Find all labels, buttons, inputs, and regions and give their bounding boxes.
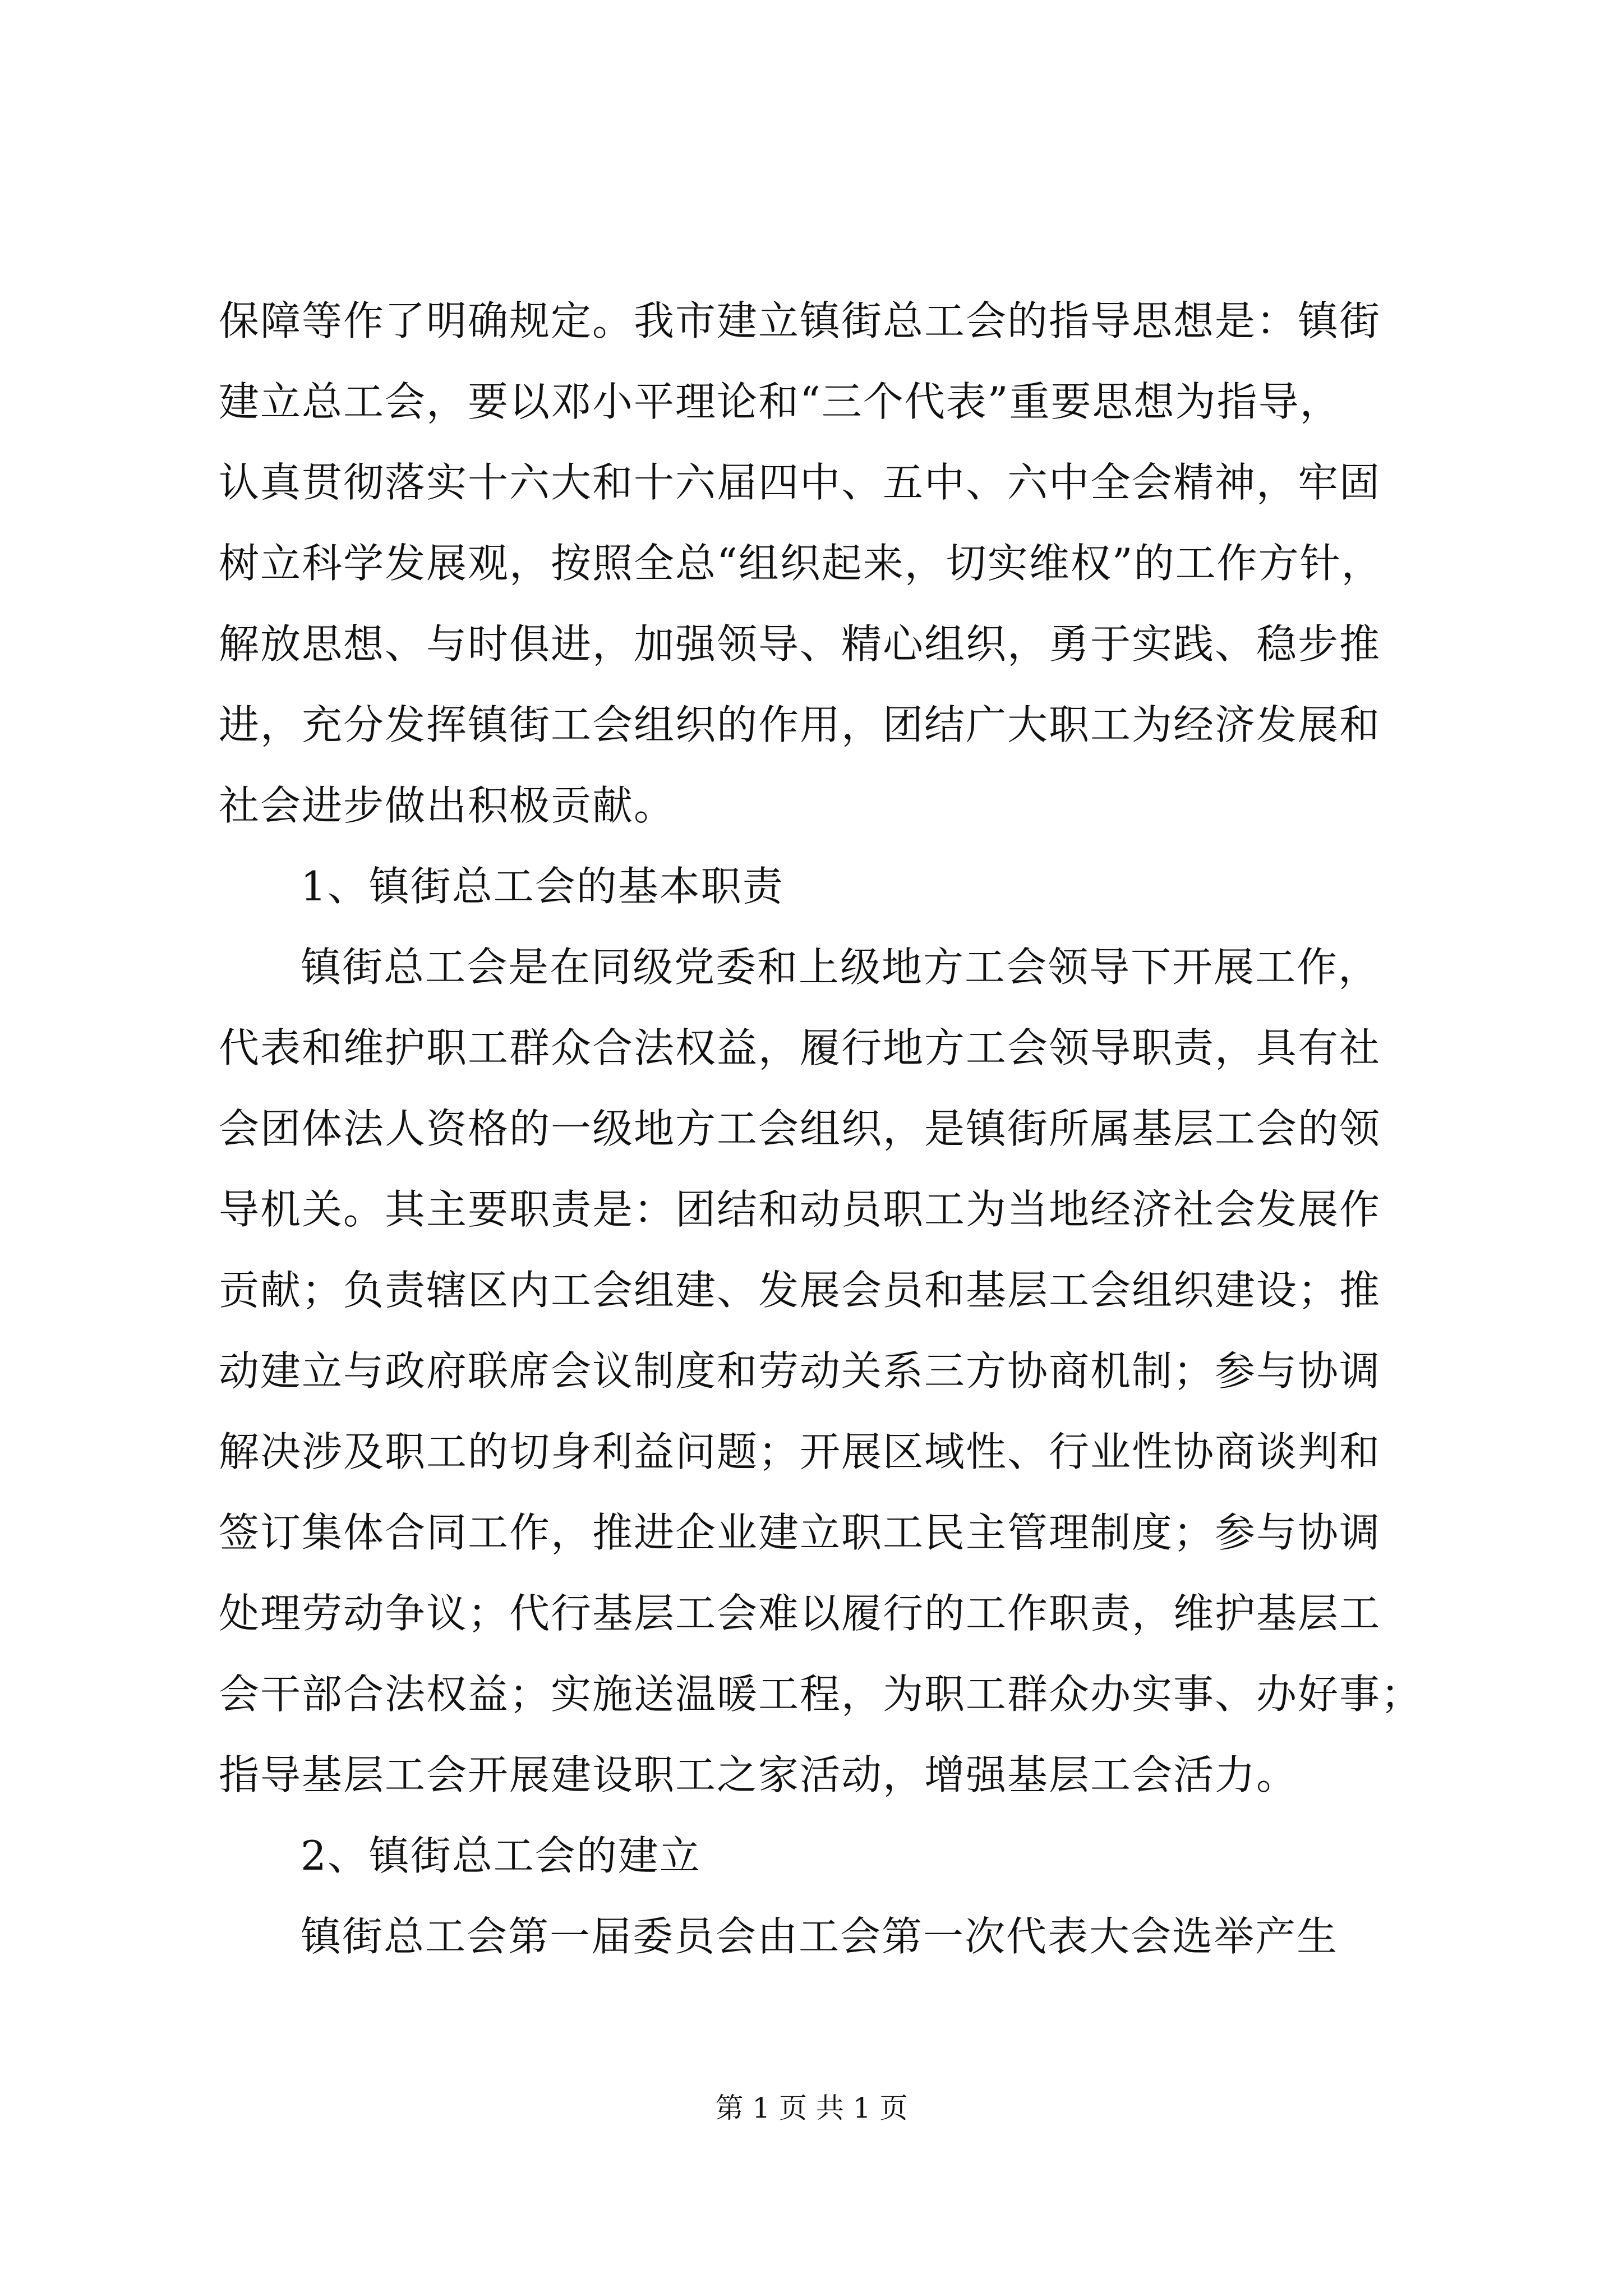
text-line: 签订集体合同工作，推进企业建立职工民主管理制度；参与协调 (219, 1509, 1381, 1556)
text-line: 建立总工会，要以邓小平理论和“三个代表”重要思想为指导， (219, 378, 1341, 425)
text-line: 认真贯彻落实十六大和十六届四中、五中、六中全会精神，牢固 (219, 459, 1381, 506)
text-line: 动建立与政府联席会议制度和劳动关系三方协商机制；参与协调 (219, 1347, 1381, 1395)
text-line: 会干部合法权益；实施送温暖工程，为职工群众办实事、办好事； (219, 1671, 1423, 1718)
text-line: 树立科学发展观，按照全总“组织起来，切实维权”的工作方针， (219, 540, 1383, 587)
section-heading: 1、镇街总工会的基本职责 (301, 863, 784, 910)
page-number-footer: 第 1 页 共 1 页 (715, 2092, 908, 2124)
text-line: 镇街总工会是在同级党委和上级地方工会领导下开展工作， (301, 944, 1380, 991)
text-line: 镇街总工会第一届委员会由工会第一次代表大会选举产生 (301, 1913, 1339, 1960)
text-line: 导机关。其主要职责是：团结和动员职工为当地经济社会发展作 (219, 1186, 1381, 1233)
text-line: 社会进步做出积极贡献。 (219, 782, 676, 829)
section-heading: 2、镇街总工会的建立 (301, 1832, 701, 1879)
text-line: 解放思想、与时俱进，加强领导、精心组织，勇于实践、稳步推 (219, 620, 1381, 668)
text-line: 进，充分发挥镇街工会组织的作用，团结广大职工为经济发展和 (219, 701, 1381, 748)
text-line: 保障等作了明确规定。我市建立镇街总工会的指导思想是：镇街 (219, 297, 1381, 344)
document-body (219, 280, 1424, 1977)
text-line: 处理劳动争议；代行基层工会难以履行的工作职责，维护基层工 (219, 1590, 1381, 1637)
text-line: 贡献；负责辖区内工会组建、发展会员和基层工会组织建设；推 (219, 1267, 1381, 1314)
text-line: 会团体法人资格的一级地方工会组织，是镇街所属基层工会的领 (219, 1105, 1381, 1152)
text-line: 指导基层工会开展建设职工之家活动，增强基层工会活力。 (219, 1751, 1298, 1798)
text-line: 解决涉及职工的切身利益问题；开展区域性、行业性协商谈判和 (219, 1428, 1381, 1475)
text-line: 代表和维护职工群众合法权益，履行地方工会领导职责，具有社 (219, 1024, 1381, 1071)
